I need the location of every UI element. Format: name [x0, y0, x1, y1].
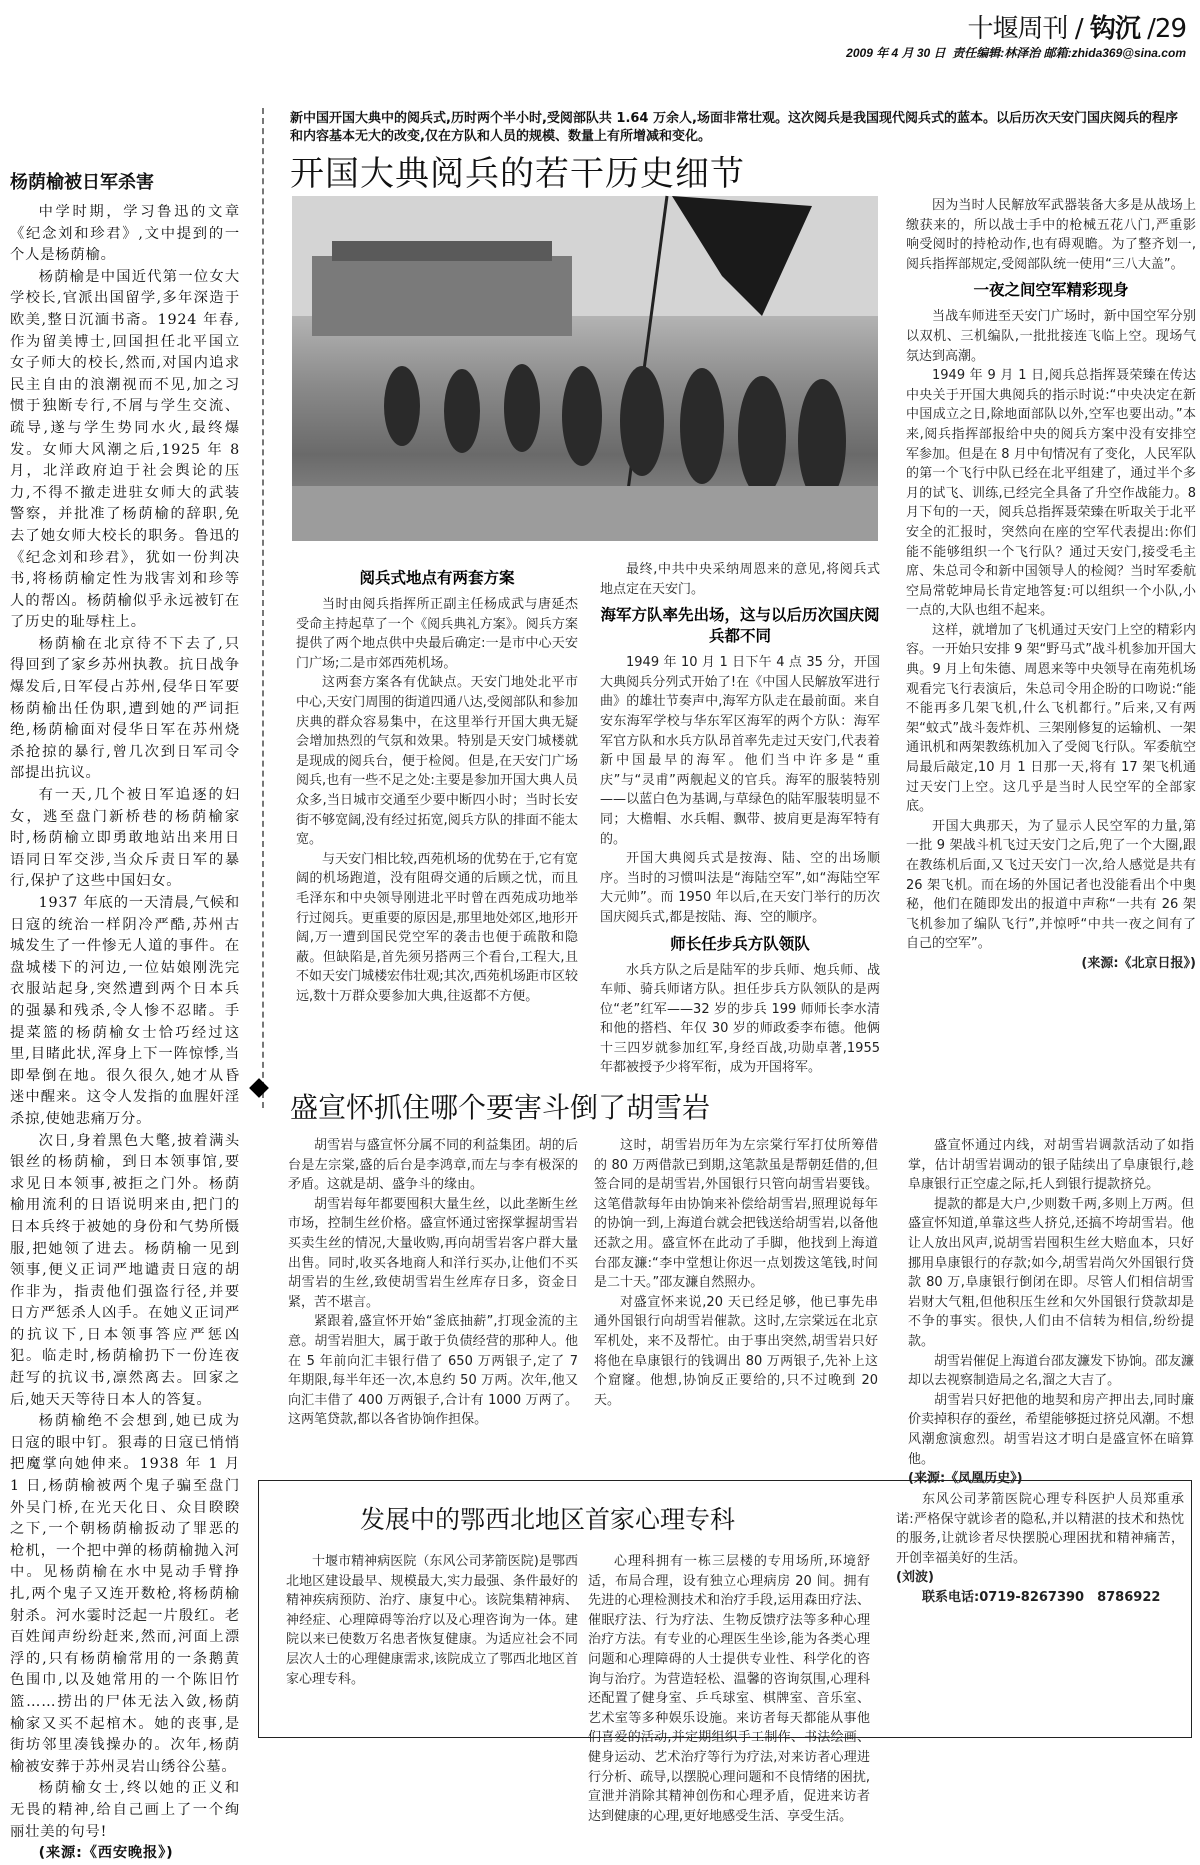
- paragraph: 当战车师进至天安门广场时，新中国空军分别以双机、三机编队,一批批接连飞临上空。现场气氛达到高潮。: [906, 309, 1196, 364]
- paragraph: 开国大典那天，为了显示人民空军的力量,第一批 9 架战斗机飞过天安门之后,兜了一个大圈,跟在教练机后面,又飞过天安门一次,给人感觉是共有 26 架飞机。而在场的外国记者也没能看出个中奥秘，他们在随即发出的报道中声称“一共有 26 架飞机参加了编队飞行”,并惊呼“中共一夜之间有了自己的空军”。: [906, 818, 1196, 952]
- paragraph: 水兵方队之后是陆军的步兵师、炮兵师、战车师、骑兵师诸方队。担任步兵方队领队的是两位“老”红军——32 岁的步兵 199 师师长李水清和他的搭档、年仅 30 岁的师政委李布德。他俩十三四岁就参加红军,身经百战,功勋卓著,1955 年都被授予少将军衔，成为开国将军。: [600, 962, 880, 1076]
- paragraph: 胡雪岩每年都要囤积大量生丝，以此垄断生丝市场，控制生丝价格。盛宣怀通过密探掌握胡雪岩买卖生丝的情况,大量收购,再向胡雪岩客户群大量出售。同时,收买各地商人和洋行买办,让他们不买胡雪岩的生丝,致使胡雪岩生丝库存日多，资金日紧，苦不堪言。: [288, 1196, 578, 1310]
- article3-column-1: [286, 1552, 578, 1689]
- paragraph: 胡雪岩与盛宣怀分属不同的利益集团。胡的后台是左宗棠,盛的后台是李鸿章,而左与李有极深的矛盾。这就是胡、盛争斗的缘由。: [288, 1138, 578, 1193]
- paragraph: 胡雪岩催促上海道台邵友濂发下协饷。邵友濂却以去视察制造局之名,溜之大吉了。: [908, 1353, 1195, 1389]
- paragraph: 这两套方案各有优缺点。天安门地处北平市中心,天安门周围的街道四通八达,受阅部队和参加庆典的群众容易集中，在这里举行开国大典无疑会增加热烈的气氛和效果。特别是天安门城楼就是现成的阅兵台，便于检阅。但是,在天安门广场阅兵,也有一些不足之处:主要是参加开国大典人员众多,当日城市交通至少要中断四小时；当时长安街不够宽阔,没有经过拓宽,阅兵方队的排面不能太宽。: [296, 675, 578, 848]
- article2-column-3: [908, 1136, 1194, 1489]
- paragraph: 杨荫榆绝不会想到,她已成为日寇的眼中钉。狠毒的日寇已悄悄把魔掌向她伸来。1938 年 1 月 1 日,杨荫榆被两个鬼子骗至盘门外吴门桥,在光天化日、众目睽睽之下,一个朝杨荫榆扳动了罪恶的枪机，一个把中弹的杨荫榆抛入河中。见杨荫榆在水中晃动手臂挣扎,两个鬼子又连开数枪,将杨荫榆射杀。河水霎时泛起一片殷红。老百姓闻声纷纷赶来,然而,河面上漂浮的,只有杨荫榆常用的一条鹅黄色围巾,以及她常用的一个陈旧竹篮……捞出的尸体无法入敛,杨荫榆家又买不起棺木。她的丧事,是街坊邻里凑钱操办的。次年,杨荫榆被安葬于苏州灵岩山绣谷公墓。: [10, 1413, 240, 1775]
- article1-intro: 新中国开国大典中的阅兵式,历时两个半小时,受阅部队共 1.64 万余人,场面非常壮观。这次阅兵是我国现代阅兵式的蓝本。以后历次天安门国庆阅兵的程序和内容基本无大的改变,仅在方队和人员的规模、数量上有所增减和变化。: [290, 111, 1178, 144]
- dateline: [846, 44, 1186, 61]
- paragraph: 开国大典阅兵式是按海、陆、空的出场顺序。当时的习惯叫法是“海陆空军”,如“海陆空军大元帅”。而 1950 年以后,在天安门举行的历次国庆阅兵式,都是按陆、海、空的顺序。: [600, 851, 880, 925]
- paragraph: 东风公司茅箭医院心理专科医护人员郑重承诺:严格保守就诊者的隐私,并以精湛的技术和热忱的服务,让就诊者尽快摆脱心理困扰和精神痛苦，开创幸福美好的生活。: [896, 1492, 1184, 1566]
- paragraph: 中学时期，学习鲁迅的文章《纪念刘和珍君》,文中提到的一个人是杨荫榆。: [10, 204, 240, 264]
- editor-email: 邮箱:zhida369@sina.com: [1043, 46, 1186, 60]
- contact-phone: 联系电话:0719-8267390 8786922: [922, 1589, 1161, 1605]
- paragraph: 提款的都是大户,少则数千两,多则上万两。但盛宣怀知道,单靠这些人挤兑,还搞不垮胡雪岩。他让人放出风声,说胡雪岩囤积生丝大赔血本，只好挪用阜康银行的存款;如今,胡雪岩尚欠外国银行贷款 80 万,阜康银行倒闭在即。尽管人们相信胡雪岩财大气粗,但他积压生丝和欠外国银行贷款却是不争的事实。很快,人们由不信转为相信,纷纷提款。: [908, 1196, 1194, 1349]
- column-divider: [262, 108, 264, 1108]
- article2-column-1: [288, 1136, 578, 1430]
- section-heading: 海军方队率先出场，这与以后历次国庆阅兵都不同: [600, 606, 880, 646]
- article1-column-1: [296, 562, 578, 1006]
- left-article-body: [10, 202, 240, 1865]
- parade-photo: [292, 196, 878, 541]
- paragraph: 因为当时人民解放军武器装备大多是从战场上缴获来的，所以战士手中的枪械五花八门,严重影响受阅时的持枪动作,也有碍观瞻。为了整齐划一,阅兵指挥部规定,受阅部队统一使用“三八大盖”。: [906, 198, 1196, 272]
- page-number: 29: [1154, 14, 1186, 44]
- source-credit: (来源:《凤凰历史》): [908, 1471, 1023, 1487]
- paragraph: 盛宣怀通过内线，对胡雪岩调款活动了如指掌，估计胡雪岩调动的银子陆续出了阜康银行,趁阜康银行正空虚之际,托人到银行提款挤兑。: [908, 1138, 1194, 1193]
- article2-title: 盛宣怀抓住哪个要害斗倒了胡雪岩: [290, 1091, 711, 1124]
- article3-title: 发展中的鄂西北地区首家心理专科: [360, 1505, 736, 1534]
- paragraph: 紧跟着,盛宣怀开始“釜底抽薪”,打现金流的主意。胡雪岩胆大，属于敢于负债经营的那种人。他在 5 年前向汇丰银行借了 650 万两银子,定了 7 年期限,每半年还一次,本息约 50 万两。次年,他又向汇丰借了 400 万两银子,合计有 1000 万两了。这两笔贷款,都以各省协饷作担保。: [288, 1314, 578, 1428]
- paragraph: 心理科拥有一栋三层楼的专用场所,环境舒适，布局合理，设有独立心理病房 20 间。拥有先进的心理检测技术和治疗手段,运用森田疗法、催眠疗法、行为疗法、生物反馈疗法等多种心理治疗方法。有专业的心理医生坐诊,能为各类心理问题和心理障碍的人士提供专业性、科学化的咨询与治疗。为营造轻松、温馨的咨询氛围,心理科还配置了健身室、乒乓球室、棋牌室、音乐室、艺术室等多种娱乐设施。来访者每天都能从事他们喜爱的活动,并定期组织手工制作、书法绘画、健身运动、艺术治疗等行为疗法,对来访者心理进行分析、疏导,以摆脱心理问题和不良情绪的困扰,宣泄并消除其精神创伤和心理矛盾，促进来访者达到健康的心理,更好地感受生活、享受生活。: [588, 1554, 870, 1824]
- section-heading: 阅兵式地点有两套方案: [359, 569, 515, 587]
- paragraph: 次日,身着黑色大氅,披着满头银丝的杨荫榆，到日本领事馆,要求见日本领事,被拒之门外。杨荫榆用流利的日语说明来由,把门的日本兵终于被她的身份和气势所慑服,把她领了进去。杨荫榆一见到领事,便义正词严地谴责日寇的胡作非为，指责他们强盗行径,并要日方严惩杀人凶手。在她义正词严的抗议下,日本领事答应严惩凶犯。临走时,杨荫榆扔下一份连夜赶写的抗议书,凛然离去。回家之后,她天天等待日本人的答复。: [10, 1132, 240, 1408]
- parade-photo-icon: [292, 196, 878, 541]
- source-credit: (来源:《北京日报》): [1081, 955, 1196, 971]
- author-credit: (刘波): [896, 1570, 934, 1586]
- masthead: 十堰周刊 / 钩沉 /29: [967, 14, 1186, 44]
- paragraph: 杨荫榆是中国近代第一位女大学校长,官派出国留学,多年深造于欧美,整日沉湎书斋。1924 年春,作为留美博士,回国担任北平国立女子师大的校长,然而,对国内追求民主自由的浪潮视而不见,加之习惯于独断专行,不屑与学生交流、疏导,遂与学生势同水火,最终爆发。女师大风潮之后,1925 年 8 月，北洋政府迫于社会舆论的压力,不得不撤走进驻女师大的武装警察，并批准了杨荫榆的辞职,免去了她女师大校长的职务。鲁迅的《纪念刘和珍君》，犹如一份判决书,将杨荫榆定性为戕害刘和珍等人的帮凶。杨荫榆似乎永远被钉在了历史的耻辱柱上。: [10, 268, 240, 631]
- paragraph: 对盛宣怀来说,20 天已经足够，他已事先串通外国银行向胡雪岩催款。这时,左宗棠远在北京军机处，来不及帮忙。由于事出突然,胡雪岩只好将他在阜康银行的钱调出 80 万两银子,先补上这个窟窿。他想,协饷反正要给的,只不过晚到 20 天。: [594, 1294, 878, 1408]
- diamond-bullet-icon: [249, 1078, 269, 1098]
- paragraph: 有一天,几个被日军追逐的妇女，逃至盘门新桥巷的杨荫榆家时,杨荫榆立即勇敢地站出来用日语同日军交涉,当众斥责日军的暴行,保护了这些中国妇女。: [10, 787, 240, 890]
- article1-column-3: [906, 196, 1196, 974]
- issue-date: 2009 年 4 月 30 日: [846, 46, 946, 60]
- paragraph: 杨荫榆在北京待不下去了,只得回到了家乡苏州执教。抗日战争爆发后,日军侵占苏州,侵华日军要杨荫榆出任伪职,遭到她的严词拒绝,杨荫榆面对侵华日军在苏州烧杀抢掠的暴行,曾几次到日军司令部提出抗议。: [10, 635, 240, 782]
- paragraph: 当时由阅兵指挥所正副主任杨成武与唐延杰受命主持起草了一个《阅兵典礼方案》。阅兵方案提供了两个地点供中央最后确定:一是市中心天安门广场;二是市郊西苑机场。: [296, 597, 578, 671]
- article2-column-2: [594, 1136, 878, 1410]
- paragraph: 与天安门相比较,西苑机场的优势在于,它有宽阔的机场跑道，没有阻碍交通的后顾之忧，而且毛泽东和中央领导刚进北平时曾在西苑成功地举行过阅兵。更重要的原因是,那里地处郊区,地形开阔,万一遭到国民党空军的袭击也便于疏散和隐蔽。但缺陷是,首先须另搭两三个看台,工程大,且不如天安门城楼宏伟壮观;其次,西苑机场距市区较远,数十万群众要参加大典,往返都不方便。: [296, 851, 578, 1004]
- editor: 责任编辑:林泽治: [952, 46, 1041, 60]
- article3-column-2: [588, 1552, 870, 1824]
- paragraph: 十堰市精神病医院（东风公司茅箭医院)是鄂西北地区建设最早、规模最大,实力最强、条件最好的精神疾病预防、治疗、康复中心。该院集精神病、神经症、心理障碍等治疗以及心理咨询为一体。建院以来已使数万名患者恢复健康。为适应社会不同层次人士的心理健康需求,该院成立了鄂西北地区首家心理专科。: [286, 1554, 578, 1687]
- left-article-title: 杨荫榆被日军杀害: [10, 172, 154, 193]
- paragraph: 这时，胡雪岩历年为左宗棠行军打仗所筹借的 80 万两借款已到期,这笔款虽是帮朝廷借的,但签合同的是胡雪岩,外国银行只管向胡雪岩要钱。这笔借款每年由协饷来补偿给胡雪岩,照理说每年的协饷一到,上海道台就会把钱送给胡雪岩,以备他还款之用。盛宣怀在此动了手脚，他找到上海道台邵友濂:“李中堂想让你迟一点划拨这笔钱,时间是二十天。”邵友濂自然照办。: [594, 1138, 878, 1291]
- paragraph: 杨荫榆女士,终以她的正义和无畏的精神,给自己画上了一个绚丽壮美的句号!: [10, 1780, 240, 1840]
- paragraph: 最终,中共中央采纳周恩来的意见,将阅兵式地点定在天安门。: [600, 562, 880, 597]
- paragraph: 1949 年 10 月 1 日下午 4 点 35 分，开国大典阅兵分列式开始了!在《中国人民解放军进行曲》的雄壮节奏声中,海军方队走在最前面。来自安东海军学校与华东军区海军的两个方队：海军军官方队和水兵方队昂首率先走过天安门,代表着新中国最早的海军。他们当中许多是“重庆”与“灵甫”两舰起义的官兵。海军的服装特别——以蓝白色为基调,与草绿色的陆军服装明显不同；大檐帽、水兵帽、飘带、披肩更是海军特有的。: [600, 655, 880, 847]
- section-heading: 师长任步兵方队领队: [670, 934, 810, 953]
- section-name: 钩沉: [1089, 14, 1140, 44]
- article1-title: 开国大典阅兵的若干历史细节: [290, 154, 745, 194]
- article1-column-2: [600, 560, 880, 1078]
- article3-column-3: [896, 1490, 1184, 1608]
- paragraph: 1937 年底的一天清晨,气候和日寇的统治一样阴冷严酷,苏州古城发生了一件惨无人道的事件。在盘城楼下的河边,一位姑娘刚洗完衣服站起身,突然遭到两个日本兵的强暴和残杀,令人惨不忍睹。手提菜篮的杨荫榆女士恰巧经过这里,目睹此状,浑身上下一阵惊悸,当即晕倒在地。很久很久,她才从昏迷中醒来。这令人发指的血腥奸淫杀掠,使她悲痛万分。: [10, 895, 240, 1127]
- source-credit: (来源:《西安晚报》): [38, 1845, 174, 1862]
- paragraph: 1949 年 9 月 1 日,阅兵总指挥聂荣臻在传达中央关于开国大典阅兵的指示时说:“中央决定在新中国成立之日,除地面部队以外,空军也要出动。”本来,阅兵指挥部报给中央的阅兵方案中没有安排空军参加。但是在 8 月中旬情况有了变化，人民军队的第一个飞行中队已经在北平组建了，通过半个多月的试飞、训练,已经完全具备了升空作战能力。8 月下旬的一天，阅兵总指挥聂荣臻在听取关于北平安全的汇报时，突然向在座的空军代表提出:你们能不能够组织一个飞行队？通过天安门,接受毛主席、朱总司令和新中国领导人的检阅？当时军委航空局常乾坤局长肯定地答复:可以组织一个小队,小一点的,大队也组不起来。: [906, 368, 1196, 619]
- paragraph: 胡雪岩只好把他的地契和房产押出去,同时廉价卖掉积存的蚕丝，希望能够挺过挤兑风潮。不想风潮愈演愈烈。胡雪岩这才明白是盛宣怀在暗算他。: [908, 1392, 1195, 1467]
- section-heading: 一夜之间空军精彩现身: [973, 281, 1129, 300]
- publication-name: 十堰周刊: [967, 14, 1068, 44]
- paragraph: 这样，就增加了飞机通过天安门上空的精彩内容。一开始只安排 9 架“野马式”战斗机参加开国大典。9 月上旬朱德、周恩来等中央领导在南苑机场观看完飞行表演后，朱总司令用企盼的口吻说:“能不能再多几架飞机,什么飞机都行。”后来,又有两架“蚊式”战斗轰炸机、三架刚修复的运输机、一架通讯机和两架教练机加入了受阅飞行队。军委航空局最后敲定,10 月 1 日那一天,将有 17 架飞机通过天安门上空。这几乎是当时人民空军的全部家底。: [906, 622, 1197, 815]
